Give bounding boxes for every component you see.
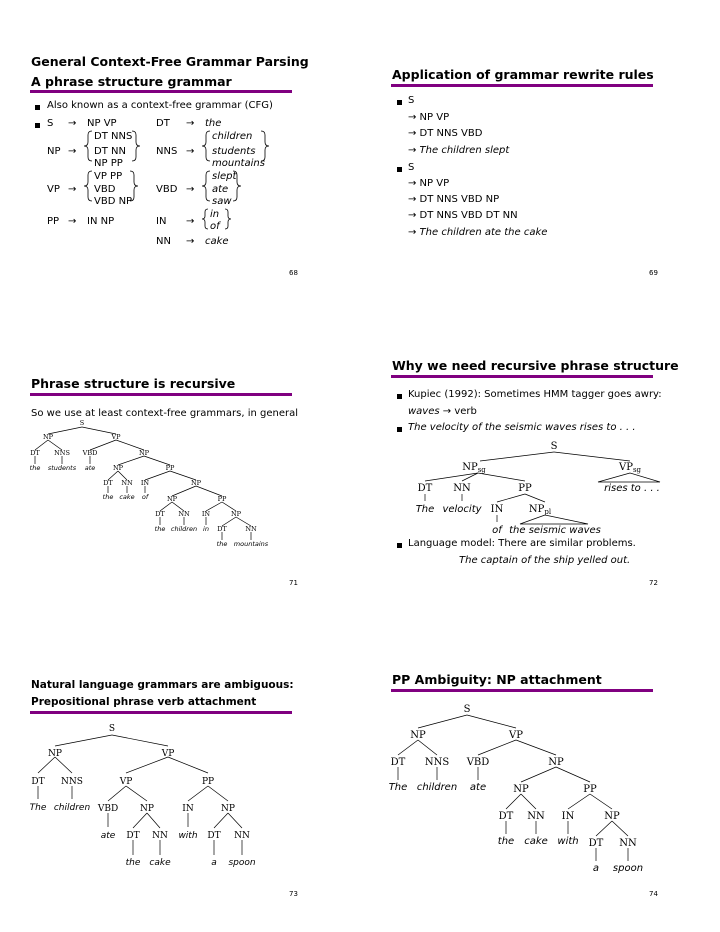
derivation-step: → NP VP (408, 178, 450, 189)
tree-label-part: VP (618, 462, 633, 473)
slide68-bullet1: Also known as a context-free grammar (CFG) (47, 100, 273, 111)
page-number: 74 (649, 890, 658, 898)
rule-rhs: NP VP (87, 118, 117, 129)
tree-leaf: mountains (233, 540, 269, 548)
tree-leaf: children (53, 803, 91, 813)
tree-leaf: cake (119, 493, 135, 501)
tree-node: DT (155, 510, 165, 518)
rule-rhs: of (210, 221, 220, 232)
tree-label-part: sg (632, 466, 642, 474)
tree-leaf: children (170, 525, 198, 533)
rule-rhs: the (205, 118, 222, 129)
rule-rhs: NP PP (94, 158, 123, 169)
slide72-example: The captain of the ship yelled out. (459, 555, 631, 566)
tree-leaf: students (47, 464, 77, 472)
tree-leaf: the (125, 858, 141, 868)
rule-rhs: DT NNS (94, 131, 133, 142)
slide71-text: So we use at least context-free grammars, in general (31, 408, 299, 419)
arrow: → (186, 236, 195, 247)
rule-rhs: cake (205, 236, 229, 247)
tree-node: NP (42, 433, 54, 441)
rule-rhs: IN NP (87, 216, 115, 227)
rule-lhs: IN (156, 216, 167, 227)
tree-node: PP (201, 777, 215, 787)
rule-lhs: VBD (156, 184, 178, 195)
tree-node: NN (619, 838, 637, 849)
page-number: 69 (649, 269, 658, 277)
tree-node: NP (230, 510, 242, 518)
tree-label-part: sg (477, 466, 486, 474)
tree-node: DT (207, 831, 221, 841)
tree-node: VBD (82, 449, 98, 457)
tree-node: NP (166, 495, 178, 503)
rule-rhs: mountains (212, 158, 265, 169)
tree-node: DT (498, 811, 514, 822)
rule-rhs: VBD NP (94, 196, 133, 207)
rule-lhs: NN (156, 236, 171, 247)
tree-branch (418, 740, 437, 755)
derivation-step: → The children slept (408, 145, 510, 156)
rule-rhs: DT NN (94, 146, 126, 157)
tree-node: NP (548, 757, 564, 768)
arrow: → (68, 216, 77, 227)
tree-node: NN (178, 510, 190, 518)
slide72-bullet1: Kupiec (1992): Sometimes HMM tagger goes awry: (408, 389, 662, 400)
rule-lhs: DT (156, 118, 170, 129)
tree-node: DT (126, 831, 140, 841)
tree-node: PP (217, 495, 227, 503)
tree-node: NP (112, 464, 124, 472)
tree-node: DT (417, 483, 433, 494)
tree-label-part: NP (462, 462, 478, 473)
line2-rest: → verb (439, 406, 477, 417)
slide68-title: A phrase structure grammar (31, 74, 232, 89)
rule-rhs: VP PP (94, 171, 123, 182)
tree-node: VP (509, 730, 523, 741)
tree-leaf: the seismic waves (509, 525, 601, 536)
page-number: 71 (289, 579, 298, 587)
tree-node: NP (513, 784, 529, 795)
emph-word: waves (408, 406, 440, 417)
tree-node: NP (138, 449, 150, 457)
tree-leaf: cake (524, 836, 548, 847)
tree-node: NN (453, 483, 471, 494)
tree-leaf: of (141, 493, 149, 501)
tree-branch (467, 715, 516, 728)
tree-leaf: in (203, 525, 209, 533)
tree-leaf: with (178, 831, 198, 841)
tree-leaf: spoon (612, 863, 644, 874)
tree-label-part: NP (528, 504, 545, 515)
derivation-step: → DT NNS VBD (408, 128, 483, 139)
tree-node: NNS (424, 757, 450, 768)
tree-branch (398, 740, 418, 755)
tree-leaf: The (29, 803, 47, 813)
slide72-title: Why we need recursive phrase structure (392, 358, 679, 373)
tree-branch (478, 740, 516, 755)
slide68-pretitle: General Context-Free Grammar Parsing (31, 54, 309, 69)
page-number: 73 (289, 890, 298, 898)
arrow: → (186, 118, 195, 129)
arrow: → (68, 118, 77, 129)
slide72-bullet2: The velocity of the seismic waves rises to . . . (408, 422, 636, 433)
tree-node: NNS (61, 777, 83, 787)
rule-lhs: NNS (156, 146, 178, 157)
tree-node: IN (561, 811, 575, 822)
rule-rhs: slept (212, 171, 237, 182)
tree-node: PP (165, 464, 175, 472)
slide73-title-line2: Prepositional phrase verb attachment (31, 696, 257, 708)
derivation-start: S (408, 95, 415, 106)
tree-node: NP (410, 730, 426, 741)
tree-branch (418, 715, 467, 728)
tree-node: S (463, 704, 471, 715)
slide73-title-line1: Natural language grammars are ambiguous: (31, 679, 294, 691)
tree-leaf: ate (469, 782, 487, 793)
tree-branch (516, 740, 556, 755)
rule-rhs: in (210, 209, 220, 220)
tree-node: IN (490, 504, 504, 515)
slide71-title: Phrase structure is recursive (31, 376, 236, 391)
rule-lhs: PP (47, 216, 60, 227)
tree-node: VP (161, 749, 175, 759)
tree-leaf: with (557, 836, 579, 847)
tree-node: NP (48, 749, 62, 759)
tree-node: S (550, 441, 558, 452)
arrow: → (186, 184, 195, 195)
tree-branch (521, 767, 556, 782)
arrow: → (186, 216, 195, 227)
rule-rhs: students (212, 146, 256, 157)
tree-label-part: pl (544, 508, 552, 516)
tree-node: VBD (466, 757, 490, 768)
derivation-step: → DT NNS VBD DT NN (408, 210, 518, 221)
tree-leaf: the (102, 493, 114, 501)
tree-node: NP (190, 479, 202, 487)
tree-branch (612, 821, 628, 836)
page-number: 72 (649, 579, 658, 587)
tree-leaf: children (416, 782, 458, 793)
tree-node: NN (121, 479, 133, 487)
slide74-title: PP Ambiguity: NP attachment (392, 672, 602, 687)
tree-leaf: cake (149, 858, 171, 868)
tree-leaf: the (497, 836, 515, 847)
tree-node: VP (111, 433, 121, 441)
tree-leaf: spoon (228, 858, 256, 868)
tree-node: S (108, 724, 116, 734)
tree-node: IN (201, 510, 211, 518)
tree-node: DT (30, 449, 40, 457)
tree-leaf: the (29, 464, 41, 472)
rule-rhs: ate (212, 184, 229, 195)
rule-lhs: VP (47, 184, 60, 195)
tree-node: DT (588, 838, 604, 849)
derivation-step: → The children ate the cake (408, 227, 548, 238)
slide72-bullet3: Language model: There are similar problems. (408, 538, 636, 549)
rule-rhs: saw (212, 196, 232, 207)
tree-branch (568, 794, 590, 809)
tree-leaf: The (415, 504, 435, 515)
tree-node: NN (527, 811, 545, 822)
tree-leaf: the (154, 525, 166, 533)
derivation-step: → NP VP (408, 112, 450, 123)
tree-node: NN (152, 831, 168, 841)
arrow: → (68, 146, 77, 157)
tree-node: DT (217, 525, 227, 533)
tree-leaf: of (492, 525, 502, 536)
tree-node: PP (518, 483, 532, 494)
tree-leaf: the (216, 540, 228, 548)
tree-branch (506, 794, 521, 809)
arrow: → (186, 146, 195, 157)
tree-node: VP (119, 777, 133, 787)
tree-node: PP (583, 784, 597, 795)
tree-node: NN (245, 525, 257, 533)
derivation-step: → DT NNS VBD NP (408, 194, 500, 205)
tree-node: NP (221, 804, 235, 814)
tree-leaf: rises to . . . (604, 483, 660, 494)
tree-leaf: a (592, 863, 600, 874)
tree-node: DT (31, 777, 45, 787)
slide69-title: Application of grammar rewrite rules (392, 67, 654, 82)
tree-leaf: velocity (442, 504, 482, 515)
tree-node: S (79, 419, 85, 427)
tree-node: NP (604, 811, 620, 822)
tree-node: IN (182, 804, 194, 814)
tree-node: VBD (97, 804, 119, 814)
arrow: → (68, 184, 77, 195)
page-number: 68 (289, 269, 298, 277)
tree-node: NNS (54, 449, 70, 457)
tree-leaf: The (388, 782, 408, 793)
tree-node: NN (234, 831, 250, 841)
tree-leaf: a (211, 858, 217, 868)
rule-rhs: children (212, 131, 253, 142)
tree-node: DT (103, 479, 113, 487)
tree-leaf: ate (100, 831, 116, 841)
tree-branch (590, 794, 612, 809)
rule-lhs: NP (47, 146, 61, 157)
derivation-start: S (408, 162, 415, 173)
rule-rhs: VBD (94, 184, 116, 195)
tree-node: IN (140, 479, 150, 487)
tree-node: NP (140, 804, 154, 814)
tree-leaf: ate (84, 464, 96, 472)
tree-branch (596, 821, 612, 836)
tree-branch (556, 767, 590, 782)
rule-lhs: S (47, 118, 54, 129)
tree-branch (521, 794, 536, 809)
tree-node: DT (390, 757, 406, 768)
